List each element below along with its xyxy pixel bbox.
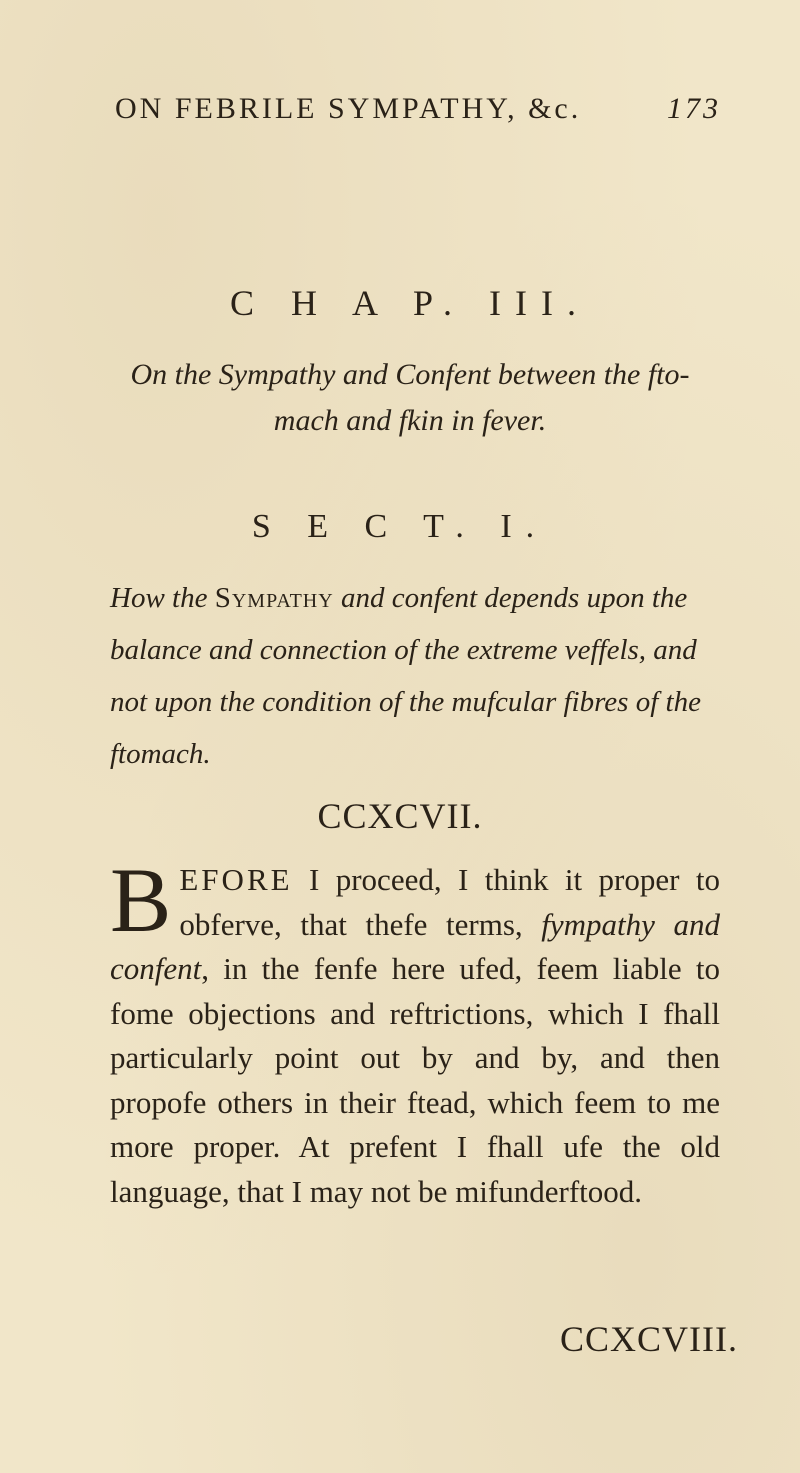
drop-cap: B (110, 849, 172, 951)
chapter-subtitle (110, 352, 710, 444)
opening-caps: EFORE (179, 862, 293, 897)
paragraph-body (110, 849, 720, 1214)
running-title: ON FEBRILE SYMPATHY, &c. (115, 92, 582, 125)
paragraph-number: CCXCVII. (317, 796, 483, 836)
running-head (115, 92, 721, 126)
paragraph-italic: fympathy and confent (110, 906, 720, 986)
section-heading: S E C T. I. (251, 508, 549, 545)
page-number: 173 (667, 92, 721, 125)
chapter-subtitle-line-2: mach and fkin in fever. (273, 404, 547, 437)
section-title-rest: and confent depends upon the balance and connection of the extreme veffels, and not upon the condition of the mufcular fibres of the ftomach. (110, 582, 701, 770)
paragraph-text-1: I proceed, I think it proper to obferve, that thefe terms, (179, 862, 720, 942)
chapter-subtitle-line-1: On the Sympathy and Confent between the fto- (130, 358, 690, 391)
chapter-heading: C H A P. III. (229, 283, 591, 323)
section-title-smallcaps: Sympathy (214, 582, 334, 614)
section-title-start: How the (110, 582, 215, 614)
paragraph-text-2: , in the fenfe here ufed, feem liable to fome objections and reftrictions, which I fhall particularly point out by and by, and then propofe others in their ftead, which feem to me more proper. At prefent I fhall ufe the old language, that I may not be mifunderftood. (110, 951, 720, 1209)
section-title (110, 572, 730, 780)
catchword: CCXCVIII. (560, 1319, 738, 1359)
